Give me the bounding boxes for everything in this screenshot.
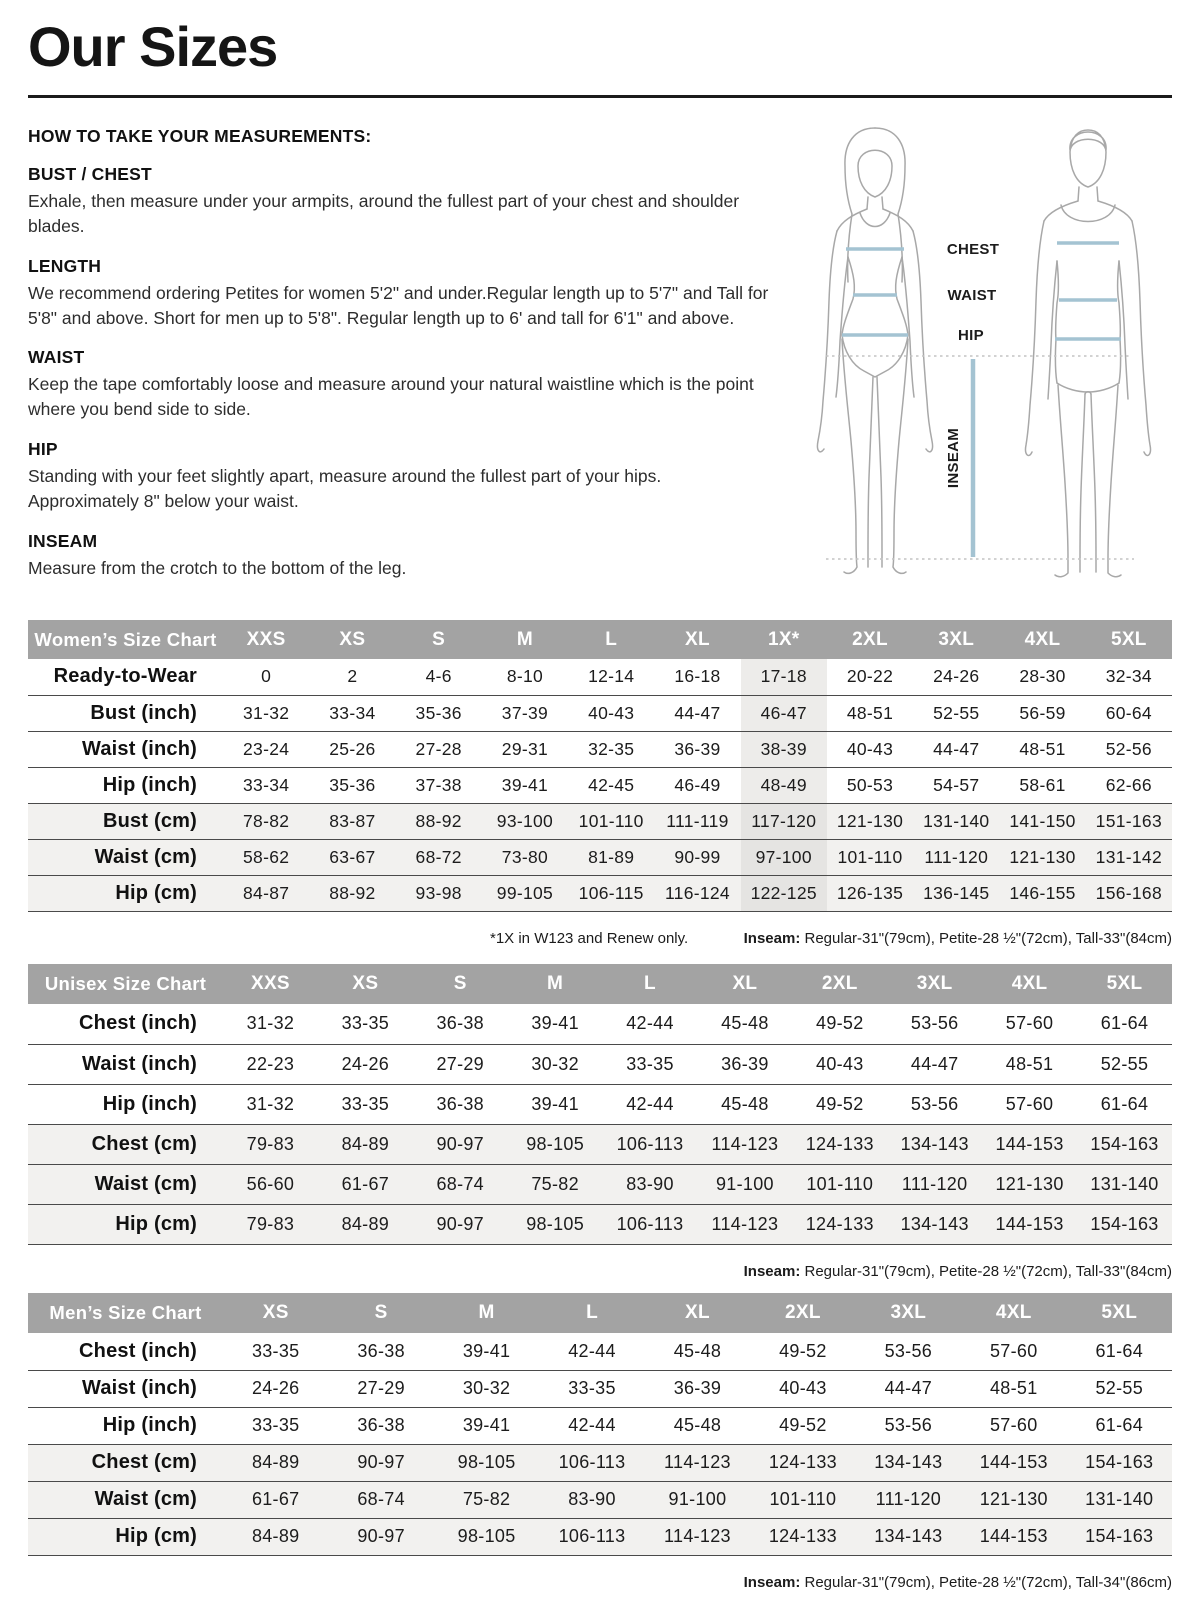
- size-cell: 63-67: [329, 846, 376, 867]
- size-cell: 36-39: [721, 1053, 769, 1074]
- size-cell: 134-143: [874, 1526, 943, 1546]
- size-cell: 114-123: [664, 1526, 731, 1546]
- size-cell: 33-35: [341, 1093, 390, 1114]
- size-cell: 90-97: [357, 1452, 405, 1472]
- table-row: [28, 1370, 1172, 1407]
- row-label: Hip (inch): [102, 1414, 197, 1436]
- table-row: [28, 1333, 1172, 1370]
- column-header: L: [539, 1293, 644, 1333]
- row-label: Ready-to-Wear: [53, 665, 197, 688]
- size-cell: 39-41: [462, 1340, 511, 1361]
- size-cell: 49-52: [816, 1093, 864, 1114]
- size-cell: 46-49: [674, 774, 721, 795]
- section-heading: WAIST: [28, 347, 85, 368]
- size-cell: 97-100: [741, 839, 827, 875]
- size-cell: 35-36: [415, 702, 462, 723]
- table-row: [28, 659, 1172, 695]
- size-cell: 39-41: [501, 774, 549, 795]
- row-label: Hip (cm): [115, 881, 197, 904]
- size-cell: 33-35: [626, 1053, 674, 1074]
- table-row: [28, 1124, 1172, 1164]
- size-cell: 49-52: [816, 1013, 864, 1034]
- row-label: Waist (cm): [94, 1488, 197, 1510]
- size-cell: 83-87: [329, 810, 376, 831]
- size-cell: 23-24: [243, 738, 290, 759]
- size-cell: 50-53: [846, 774, 894, 795]
- size-cell: 57-60: [990, 1415, 1038, 1435]
- size-cell: 154-163: [1085, 1452, 1154, 1472]
- column-header: L: [568, 620, 654, 659]
- section-body: Exhale, then measure under your armpits, around the fullest part of your chest and shoulder blades.: [28, 191, 740, 236]
- size-cell: 56-60: [246, 1173, 295, 1194]
- size-cell: 24-26: [933, 666, 980, 687]
- size-cell: 27-28: [415, 738, 462, 759]
- size-cell: 136-145: [923, 882, 990, 903]
- row-label: Chest (cm): [91, 1132, 197, 1155]
- size-cell: 53-56: [884, 1340, 933, 1361]
- size-cell: 116-124: [664, 882, 730, 903]
- size-cell: 53-56: [884, 1415, 933, 1435]
- table-row: [28, 1518, 1172, 1555]
- size-cell: 36-39: [674, 738, 721, 759]
- size-cell: 111-120: [875, 1489, 942, 1509]
- size-cell: 93-98: [415, 882, 462, 903]
- size-cell: 48-51: [1005, 1053, 1054, 1074]
- section-body: Keep the tape comfortably loose and measure around your natural waistline which is the point where you bend side to side.: [28, 374, 754, 420]
- row-label: Hip (inch): [102, 773, 197, 796]
- table-row: [28, 1044, 1172, 1084]
- column-header: XL: [697, 964, 792, 1004]
- size-cell: 75-82: [462, 1489, 511, 1509]
- size-cell: 121-130: [995, 1173, 1064, 1194]
- table-row: [28, 1407, 1172, 1444]
- size-cell: 44-47: [910, 1053, 959, 1074]
- size-cell: 144-153: [995, 1133, 1064, 1154]
- table-footnote: [28, 1263, 1172, 1280]
- size-cell: 101-110: [837, 846, 903, 867]
- size-cell: 131-140: [1090, 1173, 1159, 1194]
- size-cell: 84-89: [251, 1452, 300, 1472]
- size-cell: 45-48: [673, 1340, 722, 1361]
- size-cell: 117-120: [741, 803, 827, 839]
- size-cell: 84-87: [243, 882, 290, 903]
- column-header: 5XL: [1067, 1293, 1173, 1333]
- title-divider: [28, 95, 1172, 98]
- size-cell: 126-135: [836, 882, 904, 903]
- size-cell: 39-41: [531, 1093, 579, 1114]
- section-body: Standing with your feet slightly apart, measure around the fullest part of your hips. Approximately 8" below your waist.: [28, 466, 662, 511]
- size-cell: 4-6: [425, 666, 452, 687]
- size-cell: 40-43: [779, 1378, 827, 1398]
- size-cell: 33-34: [329, 702, 376, 723]
- size-cell: 22-23: [246, 1053, 295, 1074]
- size-cell: 16-18: [674, 666, 721, 687]
- women-size-table: [28, 620, 1172, 912]
- size-cell: 24-26: [251, 1378, 300, 1398]
- size-cell: 36-38: [436, 1013, 484, 1034]
- measurement-instructions: [28, 116, 770, 581]
- size-cell: 144-153: [995, 1213, 1064, 1234]
- size-cell: 27-29: [357, 1378, 405, 1398]
- size-cell: 90-99: [674, 846, 721, 867]
- size-cell: 131-140: [1085, 1489, 1154, 1509]
- womens-size-chart-section: [28, 620, 1172, 947]
- size-cell: 42-44: [568, 1415, 616, 1435]
- size-cell: 58-62: [243, 846, 290, 867]
- column-header: 2XL: [750, 1293, 855, 1333]
- column-header: 5XL: [1077, 964, 1172, 1004]
- size-cell: 144-153: [979, 1452, 1048, 1472]
- size-cell: 25-26: [329, 738, 376, 759]
- column-header: L: [603, 964, 698, 1004]
- size-cell: 52-56: [1105, 738, 1152, 759]
- size-cell: 91-100: [715, 1173, 774, 1194]
- size-cell: 122-125: [741, 875, 827, 911]
- size-cell: 141-150: [1009, 810, 1076, 831]
- size-cell: 121-130: [979, 1489, 1048, 1509]
- size-cell: 31-32: [246, 1093, 295, 1114]
- size-cell: 54-57: [933, 774, 980, 795]
- size-cell: 124-133: [768, 1526, 837, 1546]
- row-label: Chest (inch): [79, 1012, 197, 1035]
- size-cell: 52-55: [1100, 1053, 1149, 1074]
- size-cell: 68-74: [436, 1173, 484, 1194]
- size-cell: 121-130: [836, 810, 904, 831]
- size-cell: 31-32: [243, 702, 290, 723]
- footnote-inseam: Inseam: Regular-31"(79cm), Petite-28 ½"(72cm), Tall-33"(84cm): [743, 1262, 1172, 1280]
- size-cell: 156-168: [1095, 882, 1162, 903]
- column-header: XXS: [223, 620, 309, 659]
- size-cell: 84-89: [341, 1213, 390, 1234]
- size-cell: 75-82: [531, 1173, 579, 1194]
- size-cell: 83-90: [626, 1173, 674, 1194]
- size-cell: 39-41: [462, 1415, 511, 1435]
- size-cell: 57-60: [1005, 1093, 1054, 1114]
- size-cell: 79-83: [246, 1133, 295, 1154]
- size-cell: 90-97: [436, 1213, 484, 1234]
- column-header: 5XL: [1086, 620, 1172, 659]
- size-cell: 58-61: [1019, 774, 1066, 795]
- size-cell: 114-123: [664, 1452, 731, 1472]
- size-cell: 98-105: [526, 1133, 585, 1154]
- size-cell: 124-133: [805, 1213, 874, 1234]
- table-footnote: [28, 1574, 1172, 1591]
- size-cell: 33-34: [243, 774, 290, 795]
- size-cell: 134-143: [900, 1213, 969, 1234]
- size-cell: 42-44: [626, 1093, 674, 1114]
- size-cell: 154-163: [1090, 1213, 1159, 1234]
- row-label: Hip (inch): [102, 1092, 197, 1115]
- waist-label: WAIST: [947, 287, 997, 304]
- unisex-size-chart-section: [28, 964, 1172, 1280]
- column-header: XS: [318, 964, 413, 1004]
- table-row: [28, 839, 1172, 875]
- size-cell: 45-48: [721, 1093, 769, 1114]
- page-title: Our Sizes: [28, 15, 278, 78]
- size-cell: 131-140: [923, 810, 990, 831]
- table-row: [28, 1481, 1172, 1518]
- size-cell: 33-35: [568, 1378, 616, 1398]
- table-row: [28, 1004, 1172, 1044]
- size-cell: 99-105: [496, 882, 554, 903]
- size-cell: 33-35: [341, 1013, 390, 1034]
- column-header: 4XL: [982, 964, 1077, 1004]
- chest-label: CHEST: [946, 241, 1000, 258]
- size-cell: 88-92: [329, 882, 376, 903]
- column-header: XS: [309, 620, 395, 659]
- column-header: XS: [223, 1293, 328, 1333]
- size-cell: 84-89: [251, 1526, 300, 1546]
- size-cell: 48-51: [990, 1378, 1038, 1398]
- size-cell: 134-143: [900, 1133, 969, 1154]
- table-title: Women’s Size Chart: [28, 620, 223, 659]
- size-cell: 61-64: [1095, 1340, 1144, 1361]
- men-size-table: [28, 1293, 1172, 1556]
- column-header: 3XL: [856, 1293, 961, 1333]
- row-label: Waist (cm): [94, 1172, 197, 1195]
- size-cell: 68-72: [415, 846, 462, 867]
- table-row: [28, 1444, 1172, 1481]
- size-cell: 124-133: [768, 1452, 837, 1472]
- size-cell: 39-41: [531, 1013, 579, 1034]
- size-cell: 2: [347, 666, 358, 687]
- body-figures-illustration: [782, 108, 1172, 582]
- size-cell: 37-39: [501, 702, 549, 723]
- size-cell: 114-123: [711, 1133, 779, 1154]
- size-cell: 32-34: [1105, 666, 1152, 687]
- size-cell: 98-105: [457, 1452, 516, 1472]
- column-header: M: [434, 1293, 539, 1333]
- size-cell: 131-142: [1095, 846, 1162, 867]
- size-cell: 84-89: [341, 1133, 390, 1154]
- table-footnote: [28, 930, 1172, 947]
- size-cell: 40-43: [846, 738, 894, 759]
- size-cell: 45-48: [673, 1415, 722, 1435]
- size-cell: 121-130: [1009, 846, 1076, 867]
- section-heading: HIP: [28, 439, 58, 460]
- size-cell: 61-67: [341, 1173, 390, 1194]
- section-body: We recommend ordering Petites for women 5'2" and under.Regular length up to 5'7" and Tall for 5'8" and above. Short for men up to 5'8". Regular length up to 6' and tall for 6'1" and above.: [28, 282, 769, 328]
- size-cell: 45-48: [721, 1013, 769, 1034]
- column-header: M: [482, 620, 568, 659]
- footnote-1x-note: *1X in W123 and Renew only.: [490, 929, 689, 947]
- size-cell: 42-44: [626, 1013, 674, 1034]
- footnote-inseam: Inseam: Regular-31"(79cm), Petite-28 ½"(72cm), Tall-33"(84cm): [743, 929, 1172, 947]
- table-row: [28, 1204, 1172, 1244]
- row-label: Bust (cm): [102, 809, 197, 832]
- size-cell: 36-38: [357, 1340, 405, 1361]
- table-title: Men’s Size Chart: [28, 1293, 223, 1333]
- size-cell: 33-35: [251, 1340, 300, 1361]
- size-cell: 38-39: [741, 731, 827, 767]
- size-cell: 49-52: [779, 1340, 827, 1361]
- size-cell: 144-153: [979, 1526, 1048, 1546]
- column-header: 3XL: [913, 620, 999, 659]
- size-cell: 44-47: [933, 738, 980, 759]
- table-row: [28, 803, 1172, 839]
- section-body: Measure from the crotch to the bottom of the leg.: [28, 557, 407, 578]
- column-header: S: [413, 964, 508, 1004]
- table-title: Unisex Size Chart: [28, 964, 223, 1004]
- size-cell: 57-60: [1005, 1013, 1054, 1034]
- size-cell: 53-56: [910, 1013, 959, 1034]
- size-cell: 101-110: [578, 810, 644, 831]
- column-header: XL: [654, 620, 740, 659]
- column-header: 2XL: [792, 964, 887, 1004]
- size-cell: 124-133: [805, 1133, 874, 1154]
- size-cell: 12-14: [588, 666, 635, 687]
- size-cell: 106-113: [616, 1213, 684, 1234]
- size-cell: 61-64: [1095, 1415, 1144, 1435]
- table-row: [28, 1084, 1172, 1124]
- size-cell: 154-163: [1085, 1526, 1154, 1546]
- size-cell: 88-92: [415, 810, 462, 831]
- size-cell: 146-155: [1009, 882, 1076, 903]
- size-cell: 56-59: [1019, 702, 1066, 723]
- size-cell: 44-47: [674, 702, 721, 723]
- inseam-label: INSEAM: [945, 427, 962, 489]
- size-cell: 98-105: [457, 1526, 516, 1546]
- size-cell: 27-29: [436, 1053, 484, 1074]
- size-cell: 44-47: [884, 1378, 933, 1398]
- size-cell: 79-83: [246, 1213, 295, 1234]
- size-cell: 90-97: [436, 1133, 484, 1154]
- size-cell: 111-120: [924, 846, 989, 867]
- instructions-heading: HOW TO TAKE YOUR MEASUREMENTS:: [28, 126, 372, 146]
- size-cell: 60-64: [1105, 702, 1152, 723]
- column-header: XL: [645, 1293, 750, 1333]
- size-cell: 28-30: [1019, 666, 1066, 687]
- size-cell: 42-45: [588, 774, 635, 795]
- size-cell: 35-36: [329, 774, 376, 795]
- mens-size-chart-section: [28, 1293, 1172, 1591]
- man-figure: [1026, 130, 1151, 577]
- size-cell: 17-18: [741, 659, 827, 695]
- table-row: [28, 875, 1172, 911]
- size-cell: 30-32: [531, 1053, 579, 1074]
- section-heading: INSEAM: [28, 530, 98, 551]
- size-cell: 42-44: [568, 1340, 616, 1361]
- size-cell: 62-66: [1105, 774, 1152, 795]
- size-cell: 73-80: [501, 846, 549, 867]
- hip-label: HIP: [958, 327, 984, 344]
- footnote-inseam: Inseam: Regular-31"(79cm), Petite-28 ½"(72cm), Tall-34"(86cm): [743, 1573, 1172, 1591]
- column-header: 4XL: [961, 1293, 1066, 1333]
- size-cell: 32-35: [588, 738, 635, 759]
- row-label: Waist (cm): [94, 845, 197, 868]
- table-row: [28, 695, 1172, 731]
- size-cell: 33-35: [251, 1415, 300, 1435]
- size-cell: 40-43: [816, 1053, 864, 1074]
- size-cell: 111-119: [666, 810, 729, 831]
- row-label: Chest (cm): [91, 1451, 197, 1473]
- size-cell: 36-38: [436, 1093, 484, 1114]
- size-cell: 52-55: [933, 702, 980, 723]
- size-cell: 20-22: [846, 666, 894, 687]
- woman-figure: [817, 128, 932, 573]
- size-cell: 36-39: [673, 1378, 722, 1398]
- size-cell: 48-51: [1019, 738, 1066, 759]
- size-cell: 134-143: [874, 1452, 943, 1472]
- row-label: Waist (inch): [82, 737, 197, 760]
- size-cell: 48-51: [846, 702, 894, 723]
- size-cell: 52-55: [1095, 1378, 1144, 1398]
- size-cell: 91-100: [668, 1489, 727, 1509]
- size-cell: 30-32: [462, 1378, 511, 1398]
- column-header: 4XL: [999, 620, 1085, 659]
- size-cell: 114-123: [711, 1213, 779, 1234]
- size-cell: 53-56: [910, 1093, 959, 1114]
- size-cell: 61-67: [251, 1489, 300, 1509]
- section-heading: BUST / CHEST: [28, 164, 152, 184]
- size-cell: 61-64: [1100, 1093, 1149, 1114]
- column-header: 1X*: [741, 620, 827, 659]
- size-cell: 101-110: [806, 1173, 874, 1194]
- size-cell: 151-163: [1095, 810, 1162, 831]
- column-header: 2XL: [827, 620, 913, 659]
- size-cell: 90-97: [357, 1526, 405, 1546]
- size-cell: 46-47: [741, 695, 827, 731]
- size-cell: 68-74: [357, 1489, 405, 1509]
- instruction-sections: [28, 164, 770, 581]
- size-cell: 29-31: [501, 738, 549, 759]
- size-cell: 24-26: [341, 1053, 390, 1074]
- size-cell: 37-38: [415, 774, 462, 795]
- size-cell: 8-10: [506, 666, 544, 687]
- size-cell: 49-52: [779, 1415, 827, 1435]
- column-header: S: [396, 620, 482, 659]
- row-label: Bust (inch): [90, 701, 197, 724]
- size-cell: 78-82: [243, 810, 290, 831]
- unisex-size-table: [28, 964, 1172, 1245]
- size-cell: 111-120: [901, 1173, 968, 1194]
- column-header: M: [508, 964, 603, 1004]
- size-cell: 98-105: [526, 1213, 585, 1234]
- size-cell: 40-43: [588, 702, 635, 723]
- section-heading: LENGTH: [28, 255, 102, 276]
- row-label: Hip (cm): [115, 1525, 197, 1547]
- row-label: Waist (inch): [82, 1052, 197, 1075]
- size-cell: 106-113: [558, 1452, 626, 1472]
- size-cell: 36-38: [357, 1415, 405, 1435]
- size-cell: 93-100: [496, 810, 554, 831]
- measurement-diagram: [782, 108, 1172, 582]
- table-row: [28, 731, 1172, 767]
- size-cell: 61-64: [1100, 1013, 1149, 1034]
- column-header: XXS: [223, 964, 318, 1004]
- size-cell: 154-163: [1090, 1133, 1159, 1154]
- size-cell: 106-113: [616, 1133, 684, 1154]
- size-cell: 101-110: [769, 1489, 837, 1509]
- size-cell: 48-49: [741, 767, 827, 803]
- size-cell: 106-115: [578, 882, 644, 903]
- row-label: Chest (inch): [79, 1339, 197, 1362]
- row-label: Waist (inch): [82, 1377, 197, 1399]
- size-cell: 81-89: [588, 846, 635, 867]
- table-row: [28, 1164, 1172, 1204]
- size-cell: 106-113: [558, 1526, 626, 1546]
- size-cell: 31-32: [246, 1013, 295, 1034]
- size-cell: 57-60: [990, 1340, 1038, 1361]
- row-label: Hip (cm): [115, 1212, 197, 1235]
- table-row: [28, 767, 1172, 803]
- size-cell: 83-90: [568, 1489, 616, 1509]
- column-header: S: [328, 1293, 433, 1333]
- column-header: 3XL: [887, 964, 982, 1004]
- size-cell: 0: [261, 666, 272, 687]
